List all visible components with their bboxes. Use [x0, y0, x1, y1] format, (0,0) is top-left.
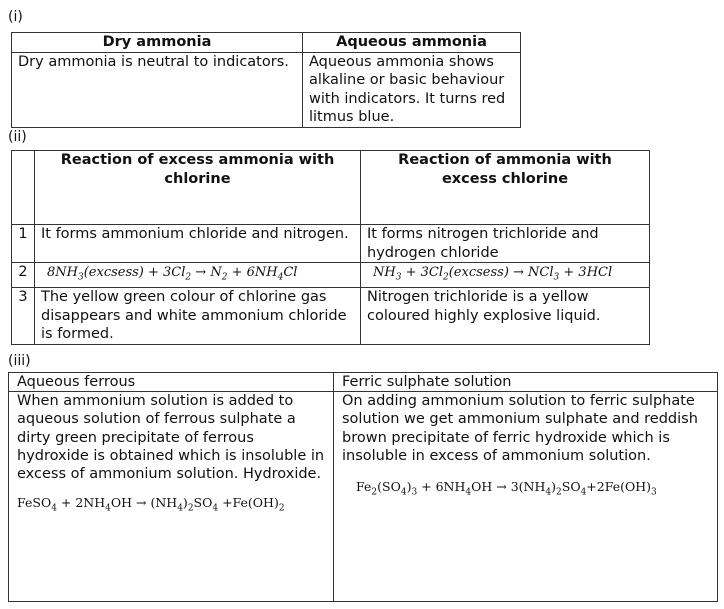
col-header-ferric-sulphate: Ferric sulphate solution	[334, 373, 718, 392]
row-number: 3	[12, 288, 35, 345]
cell-excess-chlorine-text: Nitrogen trichloride is a yellow coloured highly explosive liquid.	[361, 288, 650, 345]
ferrous-description: When ammonium solution is added to aqueous solution of ferrous sulphate a dirty green precipitate of ferrous hydroxide is obtained which is insoluble in excess of ammonium solution. Hydroxide.	[17, 393, 325, 483]
cell-aqueous-ferrous	[9, 392, 334, 602]
col-header-number	[12, 151, 35, 225]
row-number: 1	[12, 225, 35, 263]
part-iii-label: (iii)	[8, 353, 31, 369]
col-header-excess-chlorine: Reaction of ammonia with excess chlorine	[361, 151, 650, 225]
dry-vs-aqueous-ammonia-table	[11, 32, 521, 128]
cell-excess-ammonia-text: It forms ammonium chloride and nitrogen.	[35, 225, 361, 263]
col-header-dry-ammonia: Dry ammonia	[12, 33, 303, 53]
col-header-aqueous-ferrous: Aqueous ferrous	[9, 373, 334, 392]
col-header-aqueous-ammonia: Aqueous ammonia	[303, 33, 521, 53]
part-ii-label: (ii)	[8, 129, 27, 145]
cell-dry-ammonia: Dry ammonia is neutral to indicators.	[12, 52, 303, 127]
equation-excess-chlorine: $NH_3$ + $3Cl_2(excsess) \to NCl_3 + 3HCl$	[361, 263, 650, 288]
ammonia-chlorine-reactions-table	[11, 150, 650, 345]
table-row	[12, 288, 650, 345]
ferrous-equation: FeSO$_4$ + $2NH_4OH \to (NH_4)_2SO_4 +Fe(OH)_2$	[17, 495, 285, 514]
ferric-description: On adding ammonium solution to ferric sulphate solution we get ammonium sulphate and reddish brown precipitate of ferric hydroxide which is insoluble in excess of ammonium solution.	[342, 393, 698, 464]
cell-ferric-sulphate	[334, 392, 718, 602]
equation-excess-ammonia: $8NH_3(excsess) + 3Cl_2 \to N_2 + 6NH_4Cl$	[35, 263, 361, 288]
ferrous-ferric-table	[8, 372, 718, 602]
ferric-equation: $Fe_2(SO_4)_3 + 6NH_4OH \to 3(NH_4)_2SO_4+2Fe(OH)_3$	[356, 479, 657, 498]
table-row	[12, 263, 650, 288]
cell-excess-ammonia-text: The yellow green colour of chlorine gas disappears and white ammonium chloride is formed.	[35, 288, 361, 345]
row-number: 2	[12, 263, 35, 288]
col-header-excess-ammonia: Reaction of excess ammonia with chlorine	[35, 151, 361, 225]
cell-excess-chlorine-text: It forms nitrogen trichloride and hydrogen chloride	[361, 225, 650, 263]
part-i-label: (i)	[8, 9, 23, 25]
table-row	[12, 225, 650, 263]
cell-aqueous-ammonia: Aqueous ammonia shows alkaline or basic behaviour with indicators. It turns red litmus blue.	[303, 52, 521, 127]
